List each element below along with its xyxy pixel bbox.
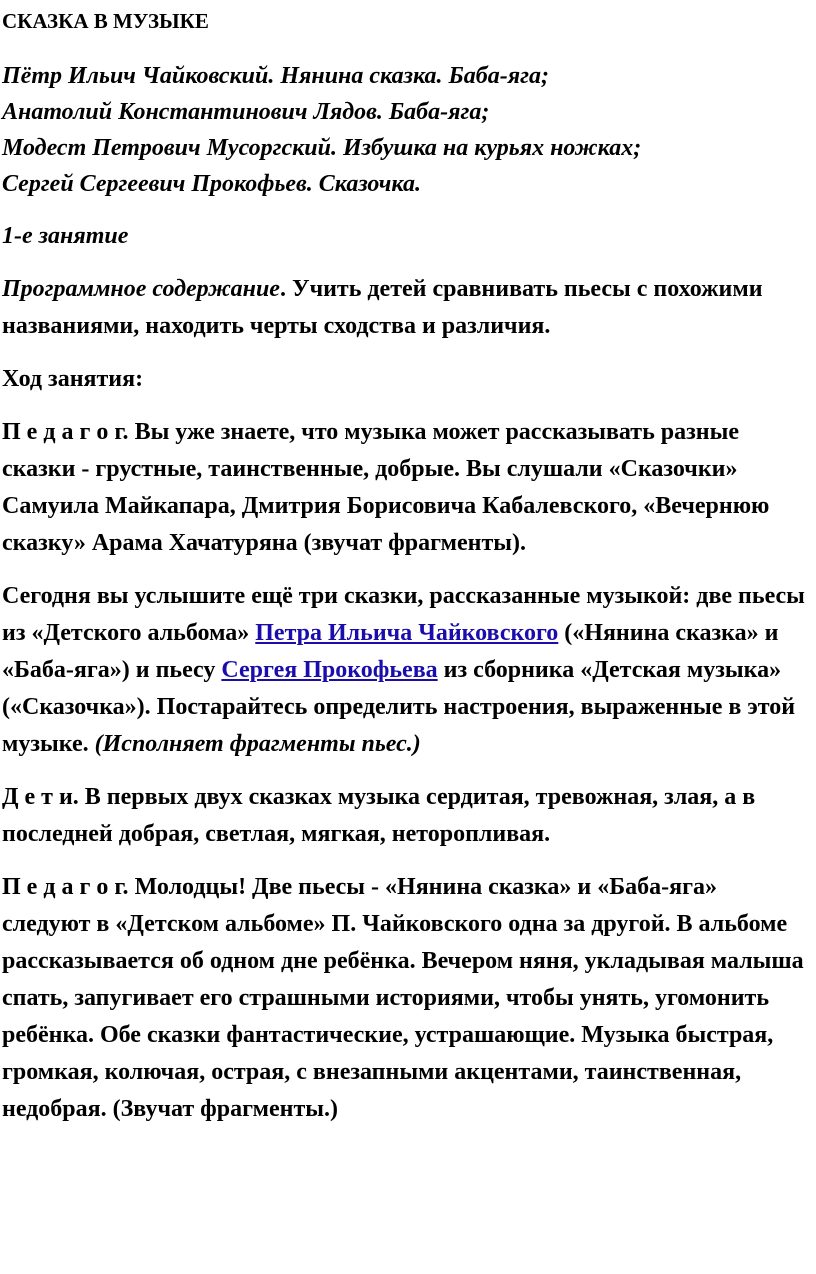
work-item: Модест Петрович Мусоргский. Избушка на курьях ножках; xyxy=(2,135,642,161)
teacher-paragraph-3 xyxy=(2,869,806,1128)
link-prokofiev[interactable]: Сергея Прокофьева xyxy=(221,657,438,683)
children-paragraph xyxy=(2,779,806,853)
paragraph-text: Вы уже знаете, что музыка может рассказывать разные сказки - грустные, таинственные, добрые. Вы слушали «Сказочки» Самуила Майкапара, Дмитрия Борисовича Кабалевского, «Вечернюю сказку» Арама Хачатуряна (звучат фрагменты). xyxy=(2,419,770,556)
speaker-teacher: П е д а г о г. xyxy=(2,419,129,445)
program-text: Учить детей сравнивать пьесы с похожими названиями, находить черты сходства и различия. xyxy=(2,276,763,339)
works-list xyxy=(2,58,806,202)
paragraph-text: из сборника «Детская музыка» («Сказочка»). Постарайтесь определить настроения, выраженные в этой музыке. xyxy=(2,657,796,757)
paragraph-text: В первых двух сказках музыка сердитая, тревожная, злая, а в последней добрая, светлая, мягкая, неторопливая. xyxy=(2,784,756,847)
lesson-heading: 1-е занятие xyxy=(2,223,129,249)
paragraph-text: Сегодня вы услышите ещё три сказки, рассказанные музыкой: две пьесы из «Детского альбома» xyxy=(2,583,805,646)
teacher-paragraph-2 xyxy=(2,578,806,763)
program-label: Программное содержание xyxy=(2,276,280,302)
document-page xyxy=(0,8,816,1128)
course-heading: Ход занятия: xyxy=(2,366,144,392)
paragraph-text: Молодцы! Две пьесы - «Нянина сказка» и «Баба-яга» следуют в «Детском альбоме» П. Чайковского одна за другой. В альбоме рассказывается об одном дне ребёнка. Вечером няня, укладывая малыша спать, запугивает его страшными историями, чтобы унять, угомонить ребёнка. Обе сказки фантастические, устрашающие. Музыка быстрая, громкая, колючая, острая, с внезапными акцентами, таинственная, недобрая. (Звучат фрагменты.) xyxy=(2,874,804,1122)
link-tchaikovsky[interactable]: Петра Ильича Чайковского xyxy=(255,620,559,646)
teacher-paragraph-1 xyxy=(2,414,806,562)
work-item: Пётр Ильич Чайковский. Нянина сказка. Баба-яга; xyxy=(2,63,549,89)
speaker-children: Д е т и. xyxy=(2,784,79,810)
document-title: СКАЗКА В МУЗЫКЕ xyxy=(2,9,209,33)
work-item: Сергей Сергеевич Прокофьев. Сказочка. xyxy=(2,171,421,197)
program-paragraph xyxy=(2,271,806,345)
program-dot: . xyxy=(279,276,286,302)
paragraph-text: («Нянина сказка» и «Баба-яга») и пьесу xyxy=(2,620,779,683)
stage-direction: (Исполняет фрагменты пьес.) xyxy=(94,731,421,757)
speaker-teacher: П е д а г о г. xyxy=(2,874,129,900)
work-item: Анатолий Константинович Лядов. Баба-яга; xyxy=(2,99,490,125)
